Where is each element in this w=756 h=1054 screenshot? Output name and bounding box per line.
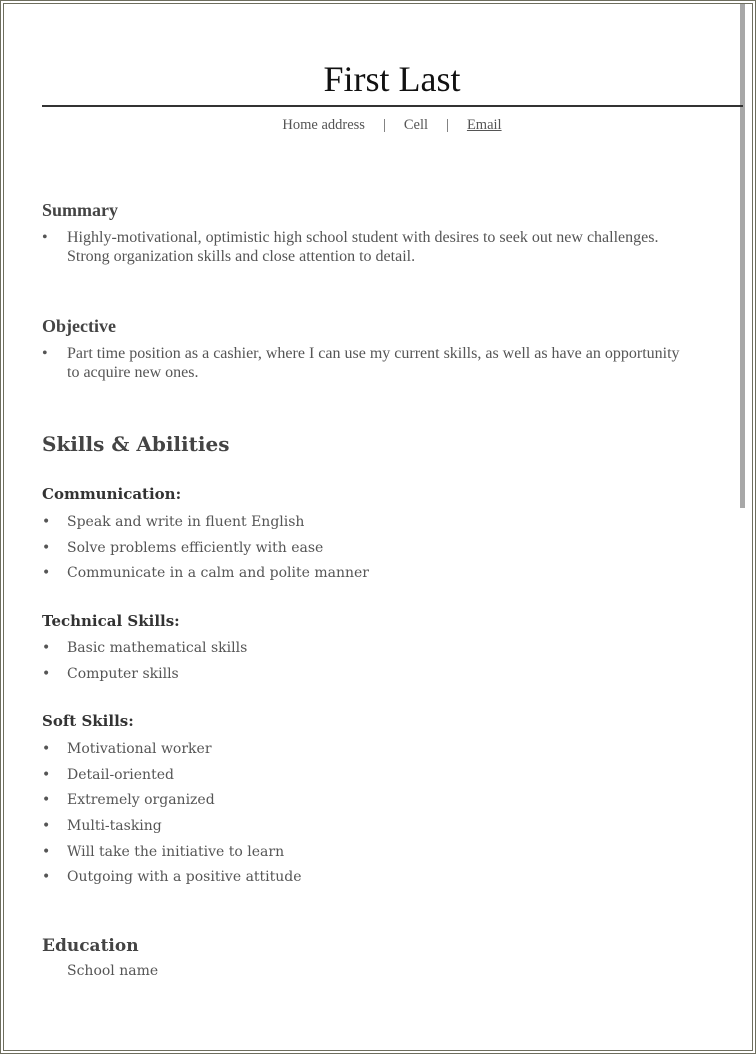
skill-group-title: Soft Skills: xyxy=(42,712,134,730)
separator: | xyxy=(446,117,449,133)
skills-heading: Skills & Abilities xyxy=(42,432,230,456)
bullet-icon: • xyxy=(42,792,51,808)
skill-text: Communicate in a calm and polite manner xyxy=(67,565,369,581)
home-address: Home address xyxy=(282,117,365,133)
bullet-icon: • xyxy=(42,666,51,682)
header-divider xyxy=(42,105,743,107)
bullet-icon: • xyxy=(42,345,48,362)
skill-text: Basic mathematical skills xyxy=(67,640,248,656)
skill-text: Multi-tasking xyxy=(67,818,162,834)
bullet-icon: • xyxy=(42,844,51,860)
bullet-icon: • xyxy=(42,540,51,556)
summary-line: Highly-motivational, optimistic high school student with desires to seek out new challenges. xyxy=(67,229,659,246)
skill-text: Motivational worker xyxy=(67,741,212,757)
bullet-icon: • xyxy=(42,514,51,530)
bullet-icon: • xyxy=(42,229,48,246)
bullet-icon: • xyxy=(42,869,51,885)
objective-heading: Objective xyxy=(42,316,116,336)
skill-text: Outgoing with a positive attitude xyxy=(67,869,302,885)
skill-text: Computer skills xyxy=(67,666,179,682)
objective-line: Part time position as a cashier, where I can use my current skills, as well as have an opportunity xyxy=(67,345,680,362)
skill-text: Extremely organized xyxy=(67,792,215,808)
email-link[interactable]: Email xyxy=(466,117,502,133)
bullet-icon: • xyxy=(42,741,51,757)
skill-text: Will take the initiative to learn xyxy=(67,844,285,860)
bullet-icon: • xyxy=(42,640,51,656)
skill-group-title: Technical Skills: xyxy=(42,612,180,630)
bullet-icon: • xyxy=(42,818,51,834)
cell: Cell xyxy=(403,117,429,133)
bullet-icon: • xyxy=(42,767,51,783)
skill-text: Solve problems efficiently with ease xyxy=(67,540,324,556)
skill-group-title: Communication: xyxy=(42,485,182,503)
resume-name: First Last xyxy=(323,59,461,99)
bullet-icon: • xyxy=(42,565,51,581)
objective-line: to acquire new ones. xyxy=(67,364,199,381)
education-heading: Education xyxy=(42,936,139,956)
contact-line xyxy=(42,117,742,134)
skill-text: Speak and write in fluent English xyxy=(67,514,305,530)
summary-heading: Summary xyxy=(42,200,118,220)
summary-line: Strong organization skills and close attention to detail. xyxy=(67,248,416,265)
school-name: School name xyxy=(67,963,159,979)
separator: | xyxy=(382,117,386,133)
skill-text: Detail-oriented xyxy=(67,767,174,783)
